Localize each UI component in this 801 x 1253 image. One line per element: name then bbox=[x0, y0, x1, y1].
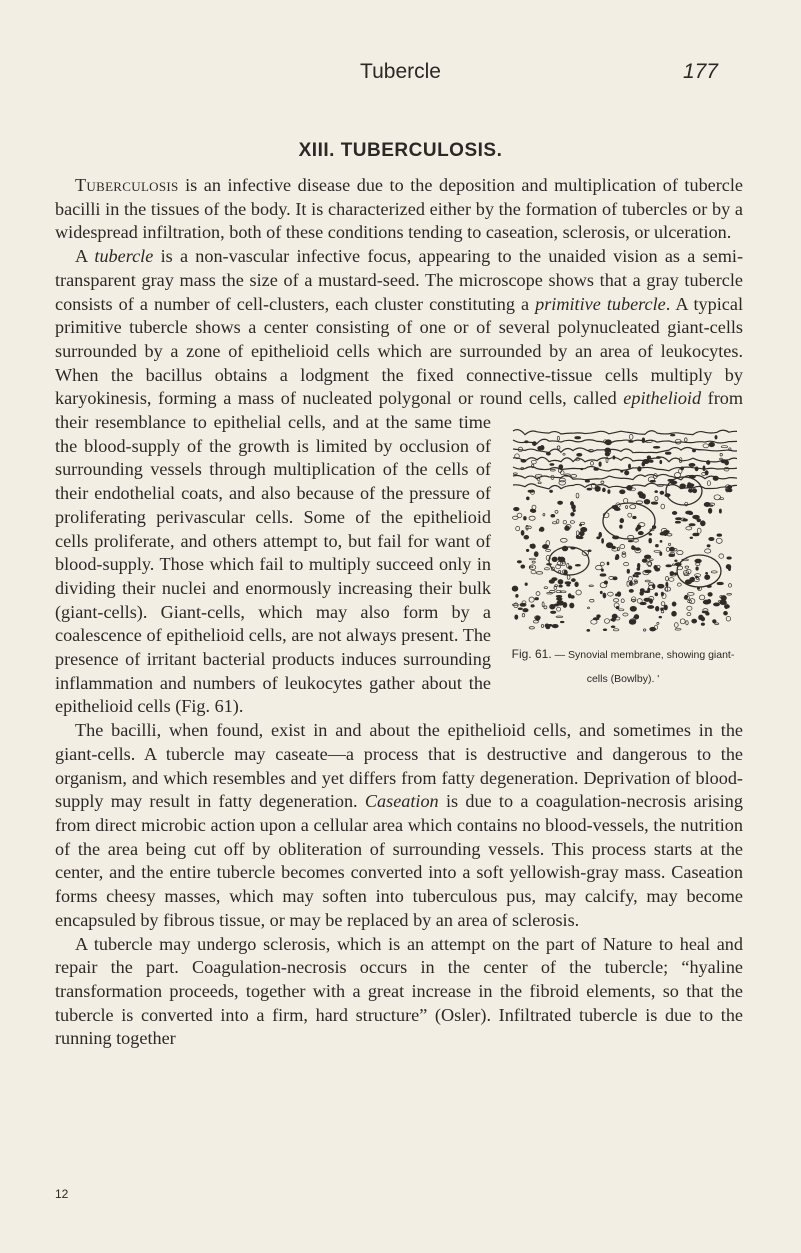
page-number: 177 bbox=[682, 60, 718, 83]
chapter-title: XIII. TUBERCULOSIS. bbox=[298, 140, 503, 161]
figure-61 bbox=[503, 421, 743, 688]
figure-caption: Fig. 61. — Synovial membrane, showing giant-cells (Bowlby). ' bbox=[511, 647, 735, 685]
term-tubercle: tubercle bbox=[94, 246, 154, 267]
figure-label: Fig. 61. bbox=[511, 647, 552, 662]
term-primitive-tubercle: primitive tubercle bbox=[535, 293, 666, 314]
running-head-title: Tubercle bbox=[360, 60, 441, 83]
running-head bbox=[0, 60, 801, 90]
paragraph-3: The bacilli, when found, exist in and about the epithelioid cells, and sometimes in the giant-cells. A tubercle may caseate—a process that is destructive and dangerous to the organism, and which resembles and yet differs from fatty degeneration. Deprivation of blood-supply may result in fatty degeneration. Caseation is due to a coagulation-necrosis arising from direct microbic action upon a cellular area which contains no blood-vessels, the nutrition of the area being cut off by obliteration of surrounding vessels. This process starts at the center, and the entire tubercle becomes converted into a soft yellowish-gray mass. Caseation forms cheesy masses, which may soften into tuberculous pus, may calcify, may become encapsuled by fibrous tissue, or may be replaced by an area of sclerosis. bbox=[55, 720, 743, 930]
paragraph-4: A tubercle may undergo sclerosis, which is an attempt on the part of Nature to heal and repair the part. Coagulation-necrosis occurs in the center of the tubercle; “hyaline transformation proceeds, together with a great increase in the fibroid elements, so that the tubercle is converted into a firm, hard structure” (Osler). Infiltrated tubercle is due to the running together bbox=[55, 933, 743, 1049]
paragraph-2: A tubercle is a non-vascular infective focus, appearing to the unaided vision as a semi-transparent gray mass the size of a mustard-seed. The microscope shows that a gray tubercle consists of a number of cell-clusters, each cluster constituting a primitive tubercle. A typical primitive tubercle shows a center consisting of one or of several polynucleated giant-cells surrounded by a zone of epithelioid cells which are surrounded by an area of leukocytes. When the bacillus obtains a lodgment the fixed connective-tissue cells multiply by karyokinesis, forming a mass of nucleated polygonal or round cells, called Fig. 61. — Synovial membrane, showing giant-cells (Bowlby). ' epithelioid from their resemblance to epithelial cells, and at the same time the blood-supply of the growth is limited by occlusion of surrounding vessels through multiplication of the cells of their endothelial coats, and also because of the pressure of proliferating perivascular cells. Some of the epithelioid cells proliferate, and others attempt to, but fail for want of blood-supply. Those which fail to multiply succeed only in dividing their nuclei and enormously increasing their bulk (giant-cells). Giant-cells, which may also form by a coalescence of epithelioid cells, are not always present. The presence of irritant bacterial products induces surrounding inflammation and numbers of leukocytes gather about the epithelioid cells (Fig. 61). bbox=[55, 246, 744, 717]
term-epithelioid: epithelioid bbox=[623, 388, 702, 409]
paragraph-1: Tuberculosis is an infective disease due to the deposition and multiplication of tubercle bacilli in the tissues of the body. It is characterized either by the formation of tubercles or by a widespread infiltration, both of these conditions tending to caseation, sclerosis, or ulceration. bbox=[55, 175, 743, 243]
synovial-membrane-illustration bbox=[509, 421, 737, 641]
lead-word: Tuberculosis bbox=[75, 175, 179, 195]
body-text bbox=[55, 174, 743, 1051]
term-caseation: Caseation bbox=[364, 791, 439, 812]
signature-mark: 12 bbox=[55, 1187, 69, 1201]
